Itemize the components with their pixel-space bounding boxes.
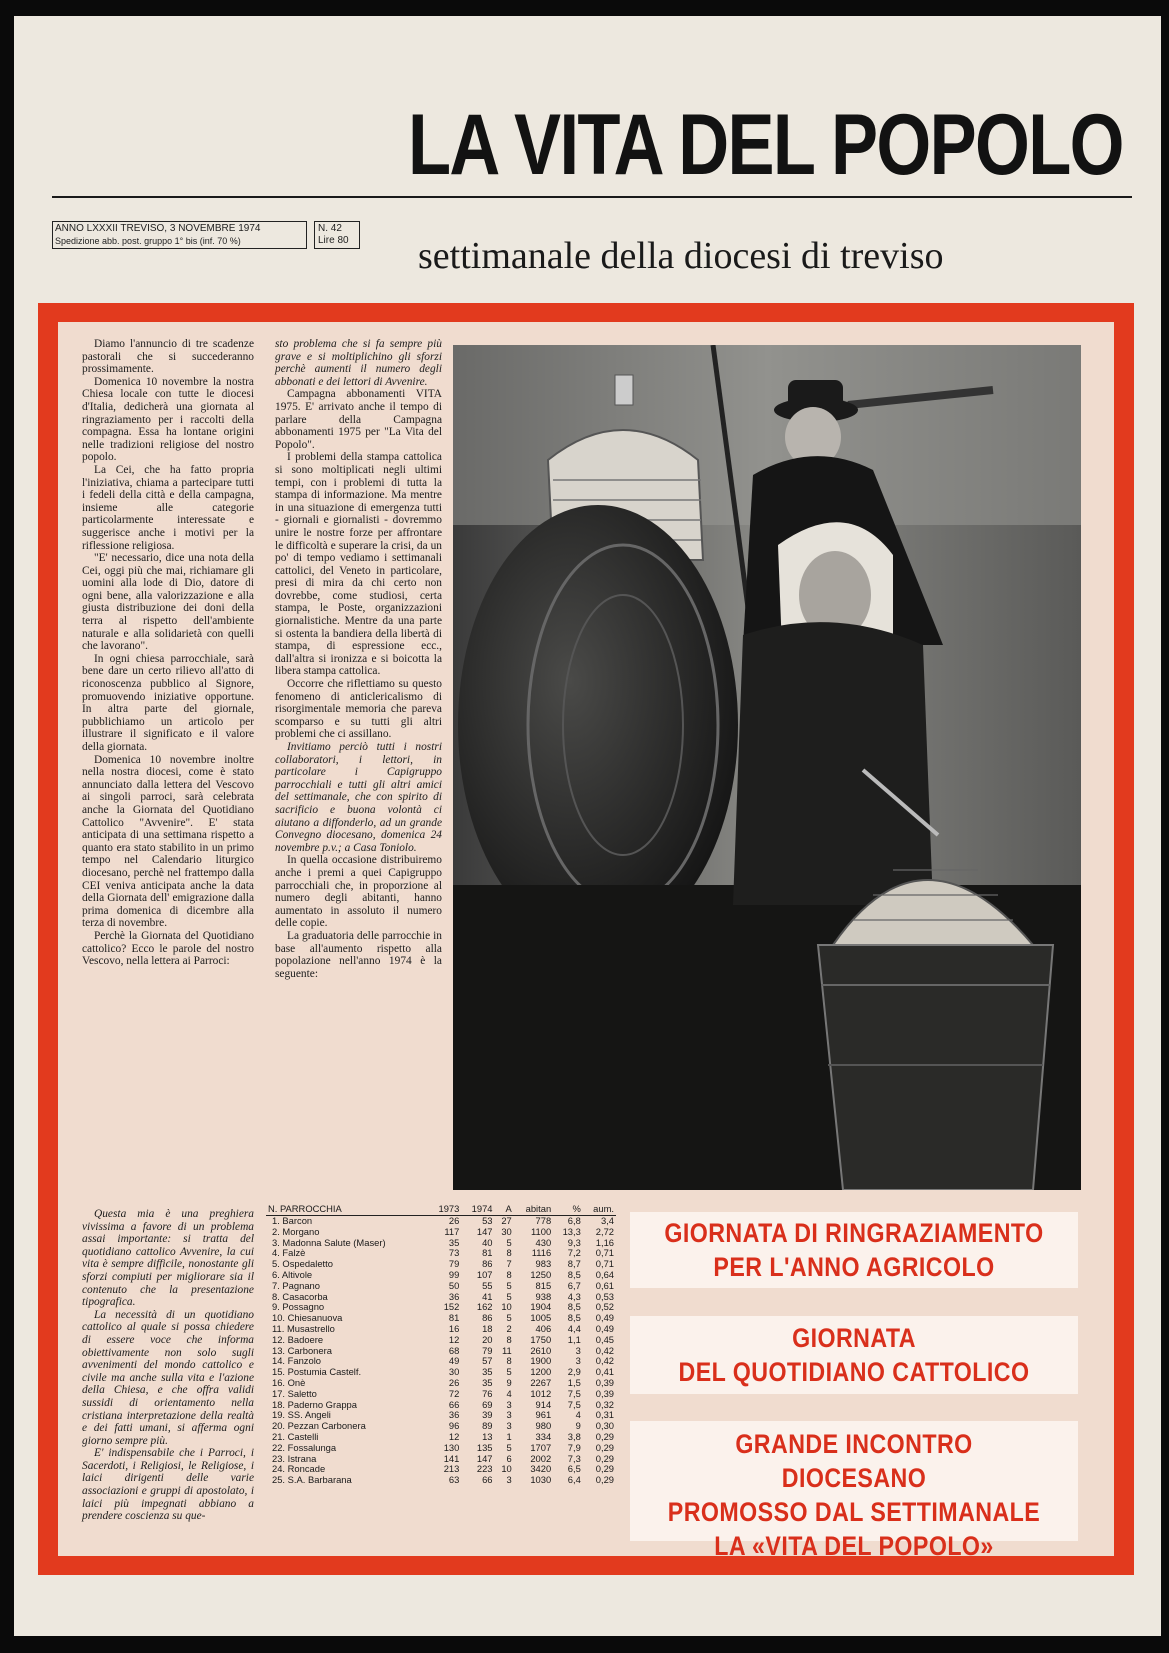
- headline-line: PER L'ANNO AGRICOLO: [713, 1252, 995, 1282]
- paragraph: Perchè la Giornata del Quotidiano cattolico? Ecco le parole del nostro Vescovo, nella lettera ai Parroci:: [82, 929, 254, 968]
- table-cell: 0,53: [595, 1290, 614, 1302]
- table-cell: 0,71: [595, 1247, 614, 1259]
- table-cell: 1,5: [567, 1376, 581, 1388]
- table-row: [266, 1259, 616, 1270]
- table-cell: 3: [506, 1474, 512, 1486]
- table-cell: 9: [575, 1420, 581, 1432]
- table-cell: 0,49: [595, 1312, 614, 1324]
- table-row: [266, 1443, 616, 1454]
- issue-number-box: [314, 221, 360, 249]
- table-cell: 55: [482, 1279, 493, 1291]
- table-cell: 0,30: [595, 1420, 614, 1432]
- table-cell: 5: [506, 1441, 512, 1453]
- table-cell: 66: [448, 1398, 460, 1410]
- headline-line: GIORNATA: [792, 1323, 916, 1353]
- table-cell: 2. Morgano: [272, 1225, 320, 1237]
- table-cell: 10: [501, 1301, 512, 1313]
- ranking-table: [266, 1203, 616, 1486]
- table-cell: 8,5: [567, 1301, 581, 1313]
- issue-price: Lire 80: [318, 235, 349, 246]
- table-cell: 141: [443, 1452, 460, 1464]
- table-cell: 1: [506, 1430, 512, 1442]
- table-cell: 4,4: [567, 1322, 581, 1334]
- table-cell: 57: [482, 1355, 493, 1367]
- column-header: aum.: [583, 1203, 616, 1216]
- table-cell: 76: [482, 1387, 493, 1399]
- table-cell: 9: [506, 1376, 512, 1388]
- table-cell: 1012: [530, 1387, 552, 1399]
- table-cell: 12: [448, 1430, 460, 1442]
- table-row: [266, 1335, 616, 1346]
- table-cell: 406: [535, 1322, 552, 1334]
- paragraph: I problemi della stampa cattolica si sono moltiplicati negli ultimi tempi, con i problemi di tutta la stampa di informazione. Ma mentre in una situazione di emergenza tutti - giornali e giornalisti - dovremmo unire le nostre forze per affrontare le difficoltà e superare la crisi, da un po' di tempo vediamo i settimanali cattolici, del Veneto in particolare, presi di mira da chi certo non dovrebbe, come studiosi, certa stampa, le Poste, organizzazioni giornalistiche. Mentre da una parte si ostenta la bandiera della libertà di stampa, di espressione ecc., dall'altra si ironizza e si boicotta la libera stampa cattolica.: [275, 451, 442, 678]
- table-cell: 6,5: [567, 1463, 581, 1475]
- table-cell: 1707: [530, 1441, 552, 1453]
- column-header: 1974: [461, 1203, 494, 1216]
- table-cell: 8: [506, 1355, 512, 1367]
- table-cell: 30: [448, 1366, 460, 1378]
- table-cell: 0,39: [595, 1387, 614, 1399]
- headline-line: PROMOSSO DAL SETTIMANALE: [667, 1497, 1041, 1527]
- table-cell: 35: [482, 1366, 493, 1378]
- table-cell: 8,7: [567, 1258, 581, 1270]
- headline-line: GIORNATA DI RINGRAZIAMENTO: [664, 1218, 1044, 1248]
- table-cell: 27: [501, 1215, 512, 1226]
- table-cell: 30: [501, 1225, 512, 1237]
- table-cell: 5: [506, 1290, 512, 1302]
- table-cell: 778: [535, 1215, 552, 1226]
- table-cell: 7,5: [567, 1398, 581, 1410]
- paragraph: "E' necessario, dice una nota della Cei, oggi più che mai, richiamare gli uomini alla lode di Dio, datore di ogni bene, alla valorizzazione e alla giusta distribuzione dei doni della terra al rispetto dell'ambiente naturale e alla solidarietà con quelli che lavorano".: [82, 552, 254, 653]
- table-cell: 7,5: [567, 1387, 581, 1399]
- table-cell: 89: [482, 1420, 493, 1432]
- table-cell: 36: [448, 1290, 460, 1302]
- table-cell: 152: [443, 1301, 460, 1313]
- table-cell: 11: [502, 1344, 512, 1356]
- table-cell: 130: [443, 1441, 460, 1453]
- table-cell: 7: [506, 1258, 512, 1270]
- table-cell: 961: [535, 1409, 552, 1421]
- table-cell: 8. Casacorba: [272, 1290, 328, 1302]
- table-cell: 8: [506, 1247, 512, 1259]
- table-cell: 0,41: [595, 1366, 614, 1378]
- table-row: [266, 1281, 616, 1292]
- table-cell: 69: [482, 1398, 493, 1410]
- table-cell: 0,39: [595, 1376, 614, 1388]
- table-cell: 72: [448, 1387, 460, 1399]
- table-cell: 983: [535, 1258, 552, 1270]
- table-cell: 1900: [530, 1355, 552, 1367]
- table-cell: 938: [535, 1290, 552, 1302]
- table-cell: 6,4: [567, 1474, 581, 1486]
- table-cell: 49: [448, 1355, 460, 1367]
- table-cell: 23. Istrana: [272, 1452, 317, 1464]
- table-cell: 914: [535, 1398, 552, 1410]
- column-header: abitan: [514, 1203, 553, 1216]
- table-cell: 147: [476, 1225, 493, 1237]
- table-header-row: [266, 1203, 616, 1216]
- table-cell: 0,42: [595, 1344, 614, 1356]
- table-cell: 107: [476, 1268, 493, 1280]
- paragraph: In quella occasione distribuiremo anche i premi a quei Capigruppo parrocchiali che, in proporzione al numero degli abitanti, hanno aumentato in assoluto il numero delle copie.: [275, 854, 442, 930]
- table-cell: 66: [482, 1474, 493, 1486]
- table-cell: 53: [482, 1215, 493, 1226]
- table-cell: 18: [482, 1322, 493, 1334]
- newspaper-title: LA VITA DEL POPOLO: [408, 97, 1123, 193]
- table-cell: 8,5: [567, 1312, 581, 1324]
- table-cell: 35: [482, 1376, 493, 1388]
- column-header: 1973: [428, 1203, 461, 1216]
- table-cell: 19. SS. Angeli: [272, 1409, 331, 1421]
- table-cell: 0,64: [595, 1268, 614, 1280]
- table-cell: 96: [448, 1420, 460, 1432]
- table-cell: 1904: [530, 1301, 552, 1313]
- table-cell: 3420: [530, 1463, 552, 1475]
- table-cell: 1100: [531, 1225, 552, 1237]
- table-cell: 8: [506, 1268, 512, 1280]
- table-cell: 39: [482, 1409, 493, 1421]
- table-cell: 26: [448, 1376, 460, 1388]
- table-cell: 16. Onè: [272, 1376, 306, 1388]
- photo-illustration: [453, 345, 1081, 1190]
- table-cell: 117: [444, 1225, 460, 1237]
- table-cell: 0,42: [595, 1355, 614, 1367]
- headline-box-1: [630, 1212, 1078, 1288]
- table-row: [266, 1367, 616, 1378]
- table-cell: 41: [482, 1290, 493, 1302]
- table-cell: 334: [535, 1430, 552, 1442]
- table-cell: 135: [476, 1441, 493, 1453]
- table-cell: 3: [506, 1409, 512, 1421]
- table-cell: 147: [476, 1452, 493, 1464]
- table-cell: 7,3: [567, 1452, 581, 1464]
- table-cell: 0,29: [595, 1474, 614, 1486]
- table-cell: 68: [448, 1344, 460, 1356]
- cellar-photo: [453, 345, 1081, 1190]
- table-cell: 815: [535, 1279, 552, 1291]
- table-cell: 17. Saletto: [272, 1387, 317, 1399]
- table-cell: 5. Ospedaletto: [272, 1258, 333, 1270]
- table-cell: 11. Musastrello: [272, 1322, 335, 1334]
- table-cell: 35: [448, 1236, 460, 1248]
- table-cell: 7,9: [567, 1441, 581, 1453]
- column-header: A: [495, 1203, 514, 1216]
- headline-line: GRANDE INCONTRO DIOCESANO: [735, 1429, 973, 1493]
- table-cell: 12. Badoere: [272, 1333, 324, 1345]
- table-cell: 20. Pezzan Carbonera: [272, 1420, 366, 1432]
- paragraph: La graduatoria delle parrocchie in base all'aumento rispetto alla popolazione nell'anno 1974 è la seguente:: [275, 929, 442, 980]
- table-cell: 79: [482, 1344, 493, 1356]
- headline-box-2: [630, 1316, 1078, 1394]
- table-cell: 3: [506, 1398, 512, 1410]
- issue-info-box: [52, 221, 307, 249]
- column-header: %: [553, 1203, 583, 1216]
- table-cell: 3: [506, 1420, 512, 1432]
- table-cell: 1005: [530, 1312, 552, 1324]
- table-cell: 213: [443, 1463, 460, 1475]
- table-cell: 24. Roncade: [272, 1463, 326, 1475]
- table-cell: 25. S.A. Barbarana: [272, 1474, 352, 1486]
- table-cell: 7,2: [567, 1247, 581, 1259]
- paragraph: Occorre che riflettiamo su questo fenomeno di anticlericalismo di risorgimentale memoria che pareva scomparso e su tutti gli altri problemi che ci assillano.: [275, 678, 442, 741]
- table-cell: 6,7: [567, 1279, 581, 1291]
- table-cell: 86: [482, 1312, 493, 1324]
- table-cell: 81: [448, 1312, 460, 1324]
- paragraph: In ogni chiesa parrocchiale, sarà bene dare un certo rilievo all'atto di riconoscenza pubblico al Signore, promuovendo iniziative opportune. In altra parte del giornale, pubblichiamo un articolo per illustrare il significato e il valore della giornata.: [82, 652, 254, 753]
- table-cell: 4,3: [567, 1290, 581, 1302]
- table-cell: 86: [482, 1258, 493, 1270]
- table-cell: 2,9: [567, 1366, 581, 1378]
- table-cell: 36: [448, 1409, 460, 1421]
- table-cell: 40: [482, 1236, 493, 1248]
- table-cell: 0,31: [595, 1409, 614, 1421]
- table-cell: 1116: [531, 1247, 552, 1259]
- paragraph: Campagna abbonamenti VITA 1975. E' arrivato anche il tempo di parlare della Campagna abbonamenti 1975 per "La Vita del Popolo".: [275, 388, 442, 451]
- newspaper-subtitle: settimanale della diocesi di treviso: [418, 235, 944, 277]
- paragraph: Invitiamo perciò tutti i nostri collaboratori, i lettori, in particolare i Capigruppo parrocchiali e tutti gli altri amici del settimanale, che con spirito di sacrificio e buona volontà ci aiutano a diffonderlo, ad un grande Convegno diocesano, domenica 24 novembre p.v.; a Casa Toniolo.: [275, 741, 442, 854]
- table-cell: 0,29: [595, 1452, 614, 1464]
- paragraph: Domenica 10 novembre la nostra Chiesa locale con tutte le diocesi d'Italia, dedicherà una giornata al ringraziamento per i raccolti della compagna. Essa ha lontane origini nelle tradizioni religiose del nostro popolo.: [82, 375, 254, 464]
- table-cell: 63: [448, 1474, 460, 1486]
- table-cell: 5: [506, 1236, 512, 1248]
- table-cell: 8,5: [567, 1268, 581, 1280]
- table-cell: 1. Barcon: [272, 1215, 313, 1226]
- table-cell: 5: [506, 1279, 512, 1291]
- table-cell: 162: [476, 1301, 493, 1313]
- table-cell: 0,49: [595, 1322, 614, 1334]
- table-cell: 1,1: [567, 1333, 581, 1345]
- table-cell: 22. Fossalunga: [272, 1441, 337, 1453]
- table-cell: 18. Paderno Grappa: [272, 1398, 357, 1410]
- table-cell: 0,29: [595, 1441, 614, 1453]
- article-column-2: [275, 338, 442, 980]
- table-cell: 2,72: [595, 1225, 614, 1237]
- table-cell: 10. Chiesanuova: [272, 1312, 343, 1324]
- table-row: [266, 1378, 616, 1389]
- table-cell: 3: [575, 1355, 581, 1367]
- table-cell: 8: [506, 1333, 512, 1345]
- article-column-1: [82, 338, 254, 968]
- table-row: [266, 1475, 616, 1486]
- table-cell: 5: [506, 1366, 512, 1378]
- table-cell: 0,61: [595, 1279, 614, 1291]
- table-cell: 3,8: [567, 1430, 581, 1442]
- table-cell: 9. Possagno: [272, 1301, 325, 1313]
- table-cell: 79: [448, 1258, 460, 1270]
- table-cell: 980: [535, 1420, 552, 1432]
- table-cell: 2: [506, 1322, 512, 1334]
- headline-line: DEL QUOTIDIANO CATTOLICO: [678, 1357, 1030, 1387]
- paragraph: sto problema che si fa sempre più grave e si moltiplichino gli sforzi perchè aumenti il numero degli abbonati e dei lettori di Avvenire.: [275, 338, 442, 388]
- issue-number: N. 42: [318, 223, 342, 234]
- table-cell: 26: [448, 1215, 460, 1226]
- table-cell: 2267: [530, 1376, 552, 1388]
- column-header: N. PARROCCHIA: [266, 1203, 428, 1216]
- table-cell: 0,71: [595, 1258, 614, 1270]
- table-row: [266, 1389, 616, 1400]
- table-cell: 0,52: [595, 1301, 614, 1313]
- table-cell: 10: [501, 1463, 512, 1475]
- issue-date-line: ANNO LXXXII TREVISO, 3 NOVEMBRE 1974: [55, 223, 261, 234]
- table-cell: 1200: [530, 1366, 552, 1378]
- table-cell: 7. Pagnano: [272, 1279, 320, 1291]
- paragraph: La necessità di un quotidiano cattolico al quale si possa chiedere di essere voce che informa obiettivamente non solo sugli avvenimenti del mondo cattolico e civile ma anche sulla vita e l'azione della Chiesa, e che offra validi sussidi di orientamento nella cristiana interpretazione della realtà e dei fatti umani, si afferma ogni giorno sempre più.: [82, 1308, 254, 1447]
- table-cell: 2610: [530, 1344, 552, 1356]
- table-cell: 4: [506, 1387, 512, 1399]
- table-cell: 13,3: [562, 1225, 581, 1237]
- table-cell: 16: [448, 1322, 460, 1334]
- table-cell: 73: [448, 1247, 460, 1259]
- table-cell: 3,4: [600, 1215, 614, 1226]
- table-cell: 0,45: [595, 1333, 614, 1345]
- table-cell: 4. Falzè: [272, 1247, 306, 1259]
- table-cell: 1,16: [595, 1236, 614, 1248]
- table-cell: 430: [535, 1236, 552, 1248]
- table-cell: 81: [482, 1247, 493, 1259]
- table-cell: 1750: [530, 1333, 552, 1345]
- table-cell: 50: [448, 1279, 460, 1291]
- paragraph: Questa mia è una preghiera vivissima a favore di un problema assai importante: si tratta del quotidiano cattolico Avvenire, la cui vita è sempre difficile, nonostante gli sforzi compiuti per migliorare sia il contenuto che la presentazione tipografica.: [82, 1208, 254, 1309]
- table-cell: 6. Altivole: [272, 1268, 313, 1280]
- postal-line: Spedizione abb. post. gruppo 1° bis (inf. 70 %): [55, 236, 241, 246]
- table-cell: 3. Madonna Salute (Maser): [272, 1236, 386, 1248]
- table-cell: 6,8: [567, 1215, 581, 1226]
- table-cell: 0,29: [595, 1430, 614, 1442]
- table-cell: 12: [448, 1333, 460, 1345]
- paragraph: La Cei, che ha fatto propria l'iniziativa, chiama a partecipare tutti i fedeli della città e della campagna, insieme alle categorie particolarmente interessate e suggerisce anche i motivi per la riflessione religiosa.: [82, 463, 254, 552]
- table-cell: 1250: [530, 1268, 552, 1280]
- table-row: [266, 1227, 616, 1238]
- table-cell: 5: [506, 1312, 512, 1324]
- paragraph: Diamo l'annuncio di tre scadenze pastorali che si succederanno prossimamente.: [82, 338, 254, 376]
- table-cell: 13. Carbonera: [272, 1344, 332, 1356]
- table-cell: 2002: [530, 1452, 552, 1464]
- table-cell: 20: [482, 1333, 493, 1345]
- table-cell: 0,29: [595, 1463, 614, 1475]
- table-cell: 14. Fanzolo: [272, 1355, 321, 1367]
- table-cell: 223: [476, 1463, 493, 1475]
- table-row: [266, 1238, 616, 1249]
- masthead-rule: [52, 196, 1132, 198]
- article-column-1-lower: [82, 1208, 254, 1523]
- paragraph: E' indispensabile che i Parroci, i Sacerdoti, i Religiosi, le Religiose, i laici dirigenti delle varie associazioni e gruppi di apostolato, i laici più impegnati abbiano a prendere coscienza su que-: [82, 1447, 254, 1523]
- table-cell: 4: [575, 1409, 581, 1421]
- table-cell: 0,32: [595, 1398, 614, 1410]
- table-cell: 6: [506, 1452, 512, 1464]
- table-cell: 3: [575, 1344, 581, 1356]
- table-cell: 15. Postumia Castelf.: [272, 1366, 362, 1378]
- table-cell: 99: [448, 1268, 460, 1280]
- headline-line: LA «VITA DEL POPOLO»: [714, 1531, 994, 1561]
- paragraph: Domenica 10 novembre inoltre nella nostra diocesi, come è stato annunciato dalla lettera del Vescovo ai singoli parroci, sarà celebrata anche la Giornata del Quotidiano Cattolico "Avvenire". E' stata anticipata di una settimana rispetto a quanto era stato stabilito in un primo tempo nel Calendario liturgico diocesano, perchè nel frattempo dalla CEI veniva anticipata anche la data della Giornata dell' emigrazione dalla prima domenica di dicembre alla terza di novembre.: [82, 753, 254, 930]
- headline-box-3: [630, 1421, 1078, 1561]
- table-cell: 1030: [530, 1474, 552, 1486]
- table-cell: 13: [482, 1430, 493, 1442]
- table-cell: 21. Castelli: [272, 1430, 319, 1442]
- table-cell: 9,3: [567, 1236, 581, 1248]
- table-row: [266, 1421, 616, 1432]
